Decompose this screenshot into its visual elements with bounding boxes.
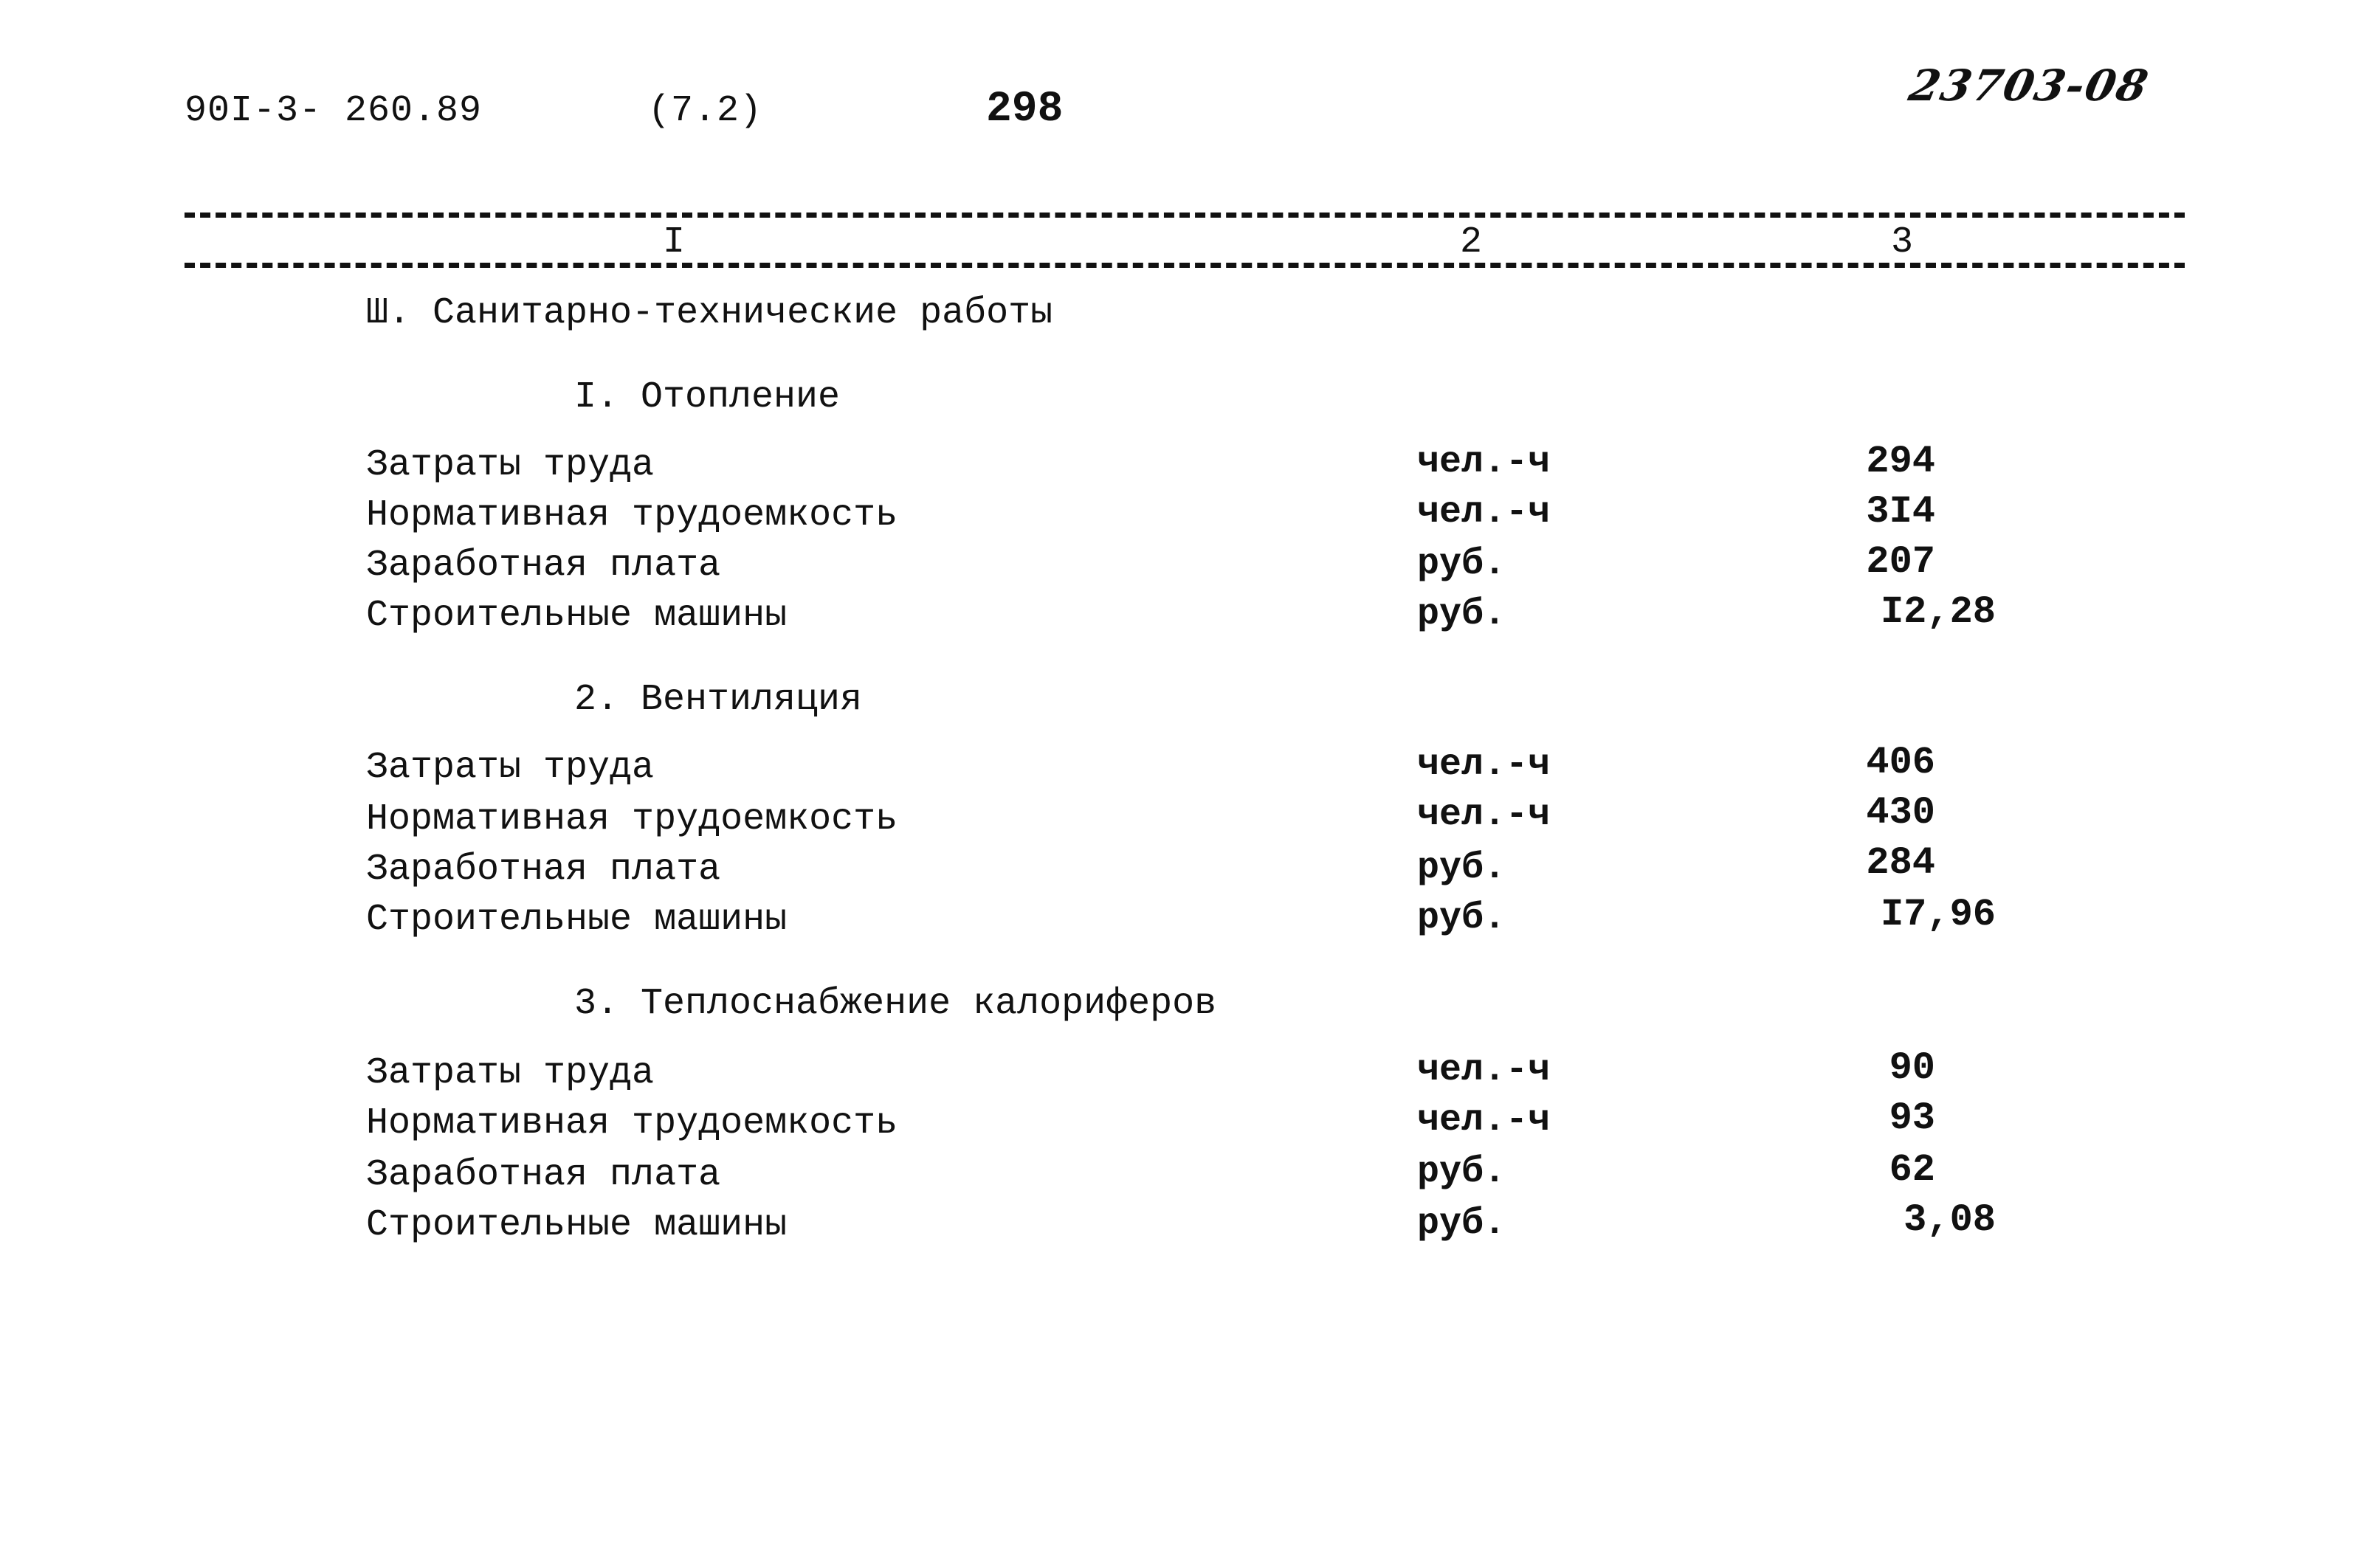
row-label: Строительные машины: [366, 1204, 788, 1246]
row-unit: чел.-ч: [1417, 1099, 1551, 1142]
row-value: 284: [1866, 841, 1935, 885]
section-title: Ш. Санитарно-технические работы: [366, 292, 1053, 334]
row-value: 3I4: [1866, 490, 1935, 533]
row-unit: чел.-ч: [1417, 1049, 1551, 1091]
subsection-title: 2. Вентиляция: [574, 679, 863, 721]
row-unit: руб.: [1417, 897, 1506, 939]
document-code: 90I-3- 260.89: [185, 90, 483, 132]
row-unit: руб.: [1417, 847, 1506, 889]
column-number-3: 3: [1891, 221, 1914, 263]
row-value: 3,08: [1904, 1198, 1996, 1242]
row-value: 90: [1889, 1046, 1935, 1090]
row-value: I7,96: [1880, 893, 1996, 936]
row-label: Заработная плата: [366, 1154, 721, 1196]
row-unit: руб.: [1417, 1151, 1506, 1193]
row-unit: руб.: [1417, 593, 1506, 635]
row-label: Нормативная трудоемкость: [366, 798, 898, 840]
row-label: Затраты труда: [366, 1052, 655, 1094]
page-number: 298: [986, 86, 1064, 134]
row-label: Затраты труда: [366, 747, 655, 789]
sheet-reference: (7.2): [648, 90, 763, 132]
row-label: Нормативная трудоемкость: [366, 1102, 898, 1144]
row-value: 294: [1866, 440, 1935, 483]
row-label: Заработная плата: [366, 849, 721, 891]
subsection-title: I. Отопление: [574, 376, 841, 418]
column-number-1: I: [663, 221, 686, 263]
row-unit: чел.-ч: [1417, 744, 1551, 786]
table-top-dashed-rule: [185, 213, 2185, 218]
row-value: 62: [1889, 1148, 1935, 1192]
column-number-2: 2: [1460, 221, 1483, 263]
table-header-bottom-dashed-rule: [185, 263, 2185, 268]
row-unit: чел.-ч: [1417, 794, 1551, 836]
row-value: 93: [1889, 1096, 1935, 1140]
handwritten-inventory-number: 23703-08: [1904, 61, 2154, 111]
row-unit: чел.-ч: [1417, 441, 1551, 483]
row-label: Строительные машины: [366, 595, 788, 637]
row-value: 430: [1866, 791, 1935, 835]
row-label: Затраты труда: [366, 444, 655, 486]
row-value: 207: [1866, 540, 1935, 584]
row-value: I2,28: [1880, 590, 1996, 634]
row-unit: руб.: [1417, 1203, 1506, 1245]
row-unit: чел.-ч: [1417, 491, 1551, 533]
row-unit: руб.: [1417, 543, 1506, 585]
subsection-title: 3. Теплоснабжение калориферов: [574, 983, 1217, 1025]
row-value: 406: [1866, 741, 1935, 784]
row-label: Заработная плата: [366, 545, 721, 587]
row-label: Строительные машины: [366, 899, 788, 941]
row-label: Нормативная трудоемкость: [366, 494, 898, 536]
